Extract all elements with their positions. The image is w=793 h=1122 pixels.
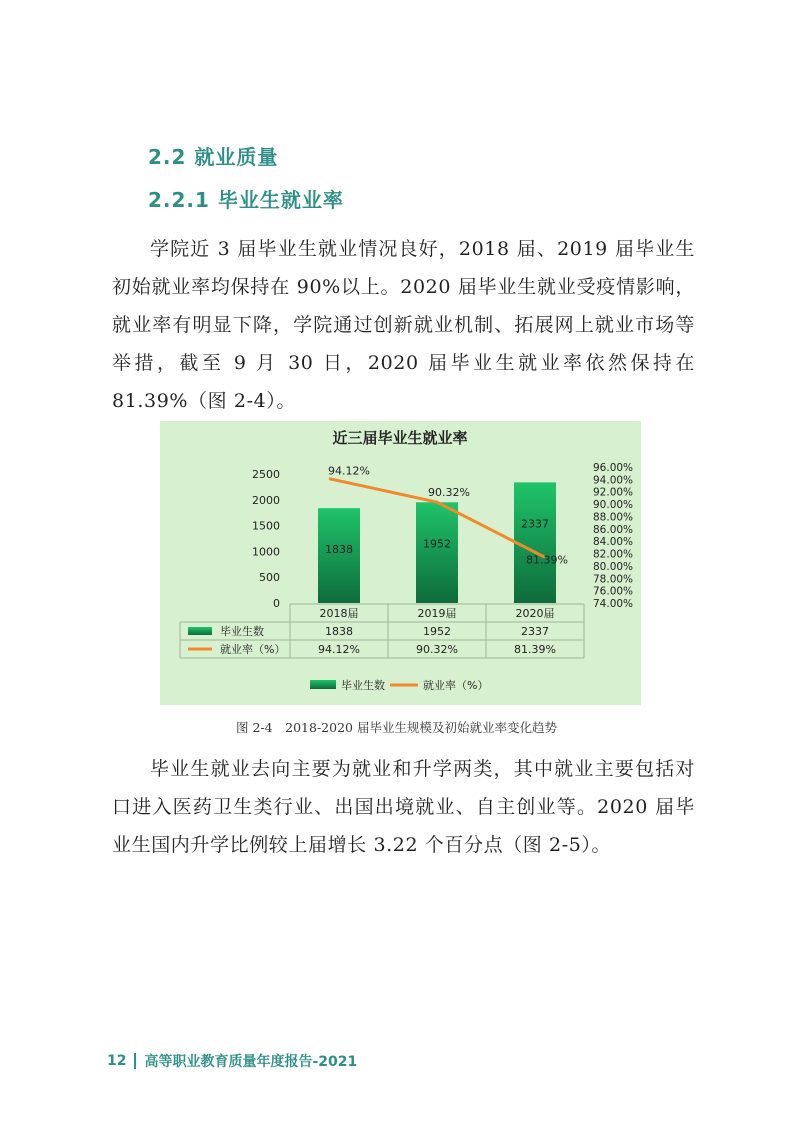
y-tick-label: 500	[259, 571, 280, 585]
y2-tick-label: 84.00%	[593, 536, 634, 549]
line-data-label: 81.39%	[526, 553, 568, 567]
y2-tick-label: 86.00%	[593, 523, 634, 536]
y2-tick-label: 88.00%	[593, 511, 634, 524]
line-data-label: 94.12%	[328, 464, 370, 478]
y2-tick-label: 92.00%	[593, 486, 634, 499]
bar-2020届	[514, 482, 556, 603]
y-tick-label: 1000	[252, 545, 280, 559]
page-footer	[107, 1051, 357, 1071]
chart-canvas	[160, 421, 641, 705]
page-number: 12	[107, 1053, 127, 1069]
table-cell: 81.39%	[514, 643, 556, 656]
y2-tick-label: 96.00%	[593, 462, 634, 474]
paragraph-destination	[112, 750, 695, 864]
table-cell: 90.32%	[416, 643, 458, 656]
y-tick-label: 2500	[252, 468, 280, 481]
y2-tick-label: 94.00%	[593, 474, 634, 487]
y2-tick-label: 90.00%	[593, 499, 634, 512]
paragraph-text: 学院近 3 届毕业生就业情况良好，2018 届、2019 届毕业生初始就业率均保持在 90%以上。2020 届毕业生就业受疫情影响，就业率有明显下降，学院通过创新就业机制、拓展网上就业市场等举措，截至 9 月 30 日，2020 届毕业生就业率依然保持在 81.39%（图 2-4）。	[112, 238, 695, 412]
bar-2019届	[416, 502, 458, 603]
chart-title: 近三届毕业生就业率	[332, 429, 468, 447]
x-tick-label: 2018届	[319, 607, 359, 620]
bar-data-label: 2337	[521, 517, 549, 531]
table-cell: 94.12%	[318, 643, 360, 656]
y-tick-label: 2000	[252, 493, 280, 507]
paragraph-text: 毕业生就业去向主要为就业和升学两类，其中就业主要包括对口进入医药卫生类行业、出国出境就业、自主创业等。2020 届毕业生国内升学比例较上届增长 3.22 个百分点（图 2-5）。	[112, 758, 695, 856]
y2-tick-label: 82.00%	[593, 548, 634, 561]
y2-tick-label: 76.00%	[593, 585, 634, 598]
line-data-label: 90.32%	[428, 486, 470, 500]
bar-data-label: 1838	[325, 543, 353, 557]
bar-data-label: 1952	[423, 537, 451, 551]
table-cell: 1952	[423, 625, 451, 638]
table-cell: 1838	[325, 625, 353, 638]
report-title: 高等职业教育质量年度报告-2021	[144, 1054, 358, 1070]
footer-divider	[134, 1053, 136, 1069]
table-legend-key-bar	[188, 627, 212, 635]
table-cell: 2337	[521, 625, 549, 638]
figure-caption: 图 2-4 2018-2020 届毕业生规模及初始就业率变化趋势	[236, 720, 557, 735]
table-row-header: 毕业生数	[220, 625, 264, 638]
y-tick-label: 0	[273, 597, 280, 610]
section-title: 2.2 就业质量	[148, 145, 279, 169]
legend-label: 就业率（%）	[423, 679, 489, 692]
y2-tick-label: 78.00%	[593, 573, 634, 586]
paragraph-employment-rate	[112, 230, 695, 420]
legend-key-bar	[310, 680, 336, 689]
y-tick-label: 1500	[252, 519, 280, 533]
table-row-header: 就业率（%）	[220, 643, 286, 656]
y2-tick-label: 80.00%	[593, 560, 634, 573]
x-tick-label: 2020届	[515, 607, 555, 620]
x-tick-label: 2019届	[417, 607, 457, 620]
employment-rate-chart	[160, 421, 641, 705]
subsection-title: 2.2.1 毕业生就业率	[148, 188, 344, 212]
y2-tick-label: 74.00%	[593, 598, 634, 610]
legend-label: 毕业生数	[341, 679, 385, 692]
